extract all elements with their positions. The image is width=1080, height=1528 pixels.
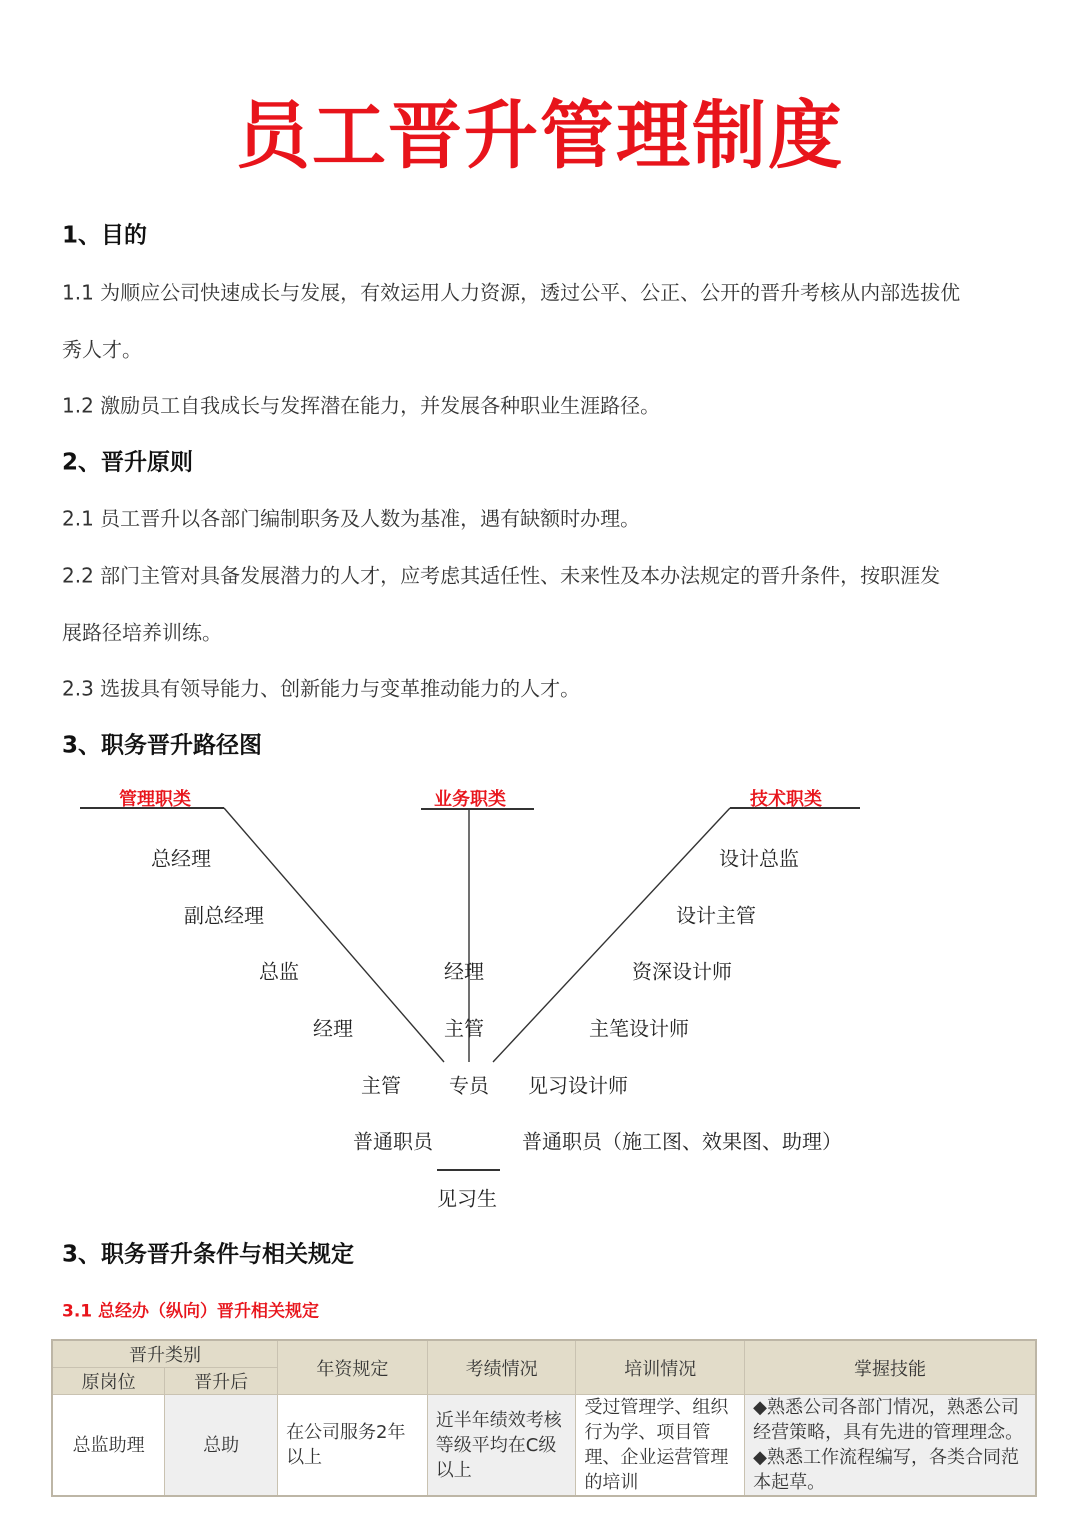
header-promoted: 晋升后 xyxy=(165,1368,278,1395)
level-label: 普通职员（施工图、效果图、助理） xyxy=(522,1129,842,1154)
level-label: 总经理 xyxy=(151,846,211,871)
section-heading-conditions: 3、职务晋升条件与相关规定 xyxy=(62,1241,355,1268)
level-label: 主管 xyxy=(444,1016,484,1041)
subsection-heading: 3.1 总经办（纵向）晋升相关规定 xyxy=(62,1301,320,1322)
promotion-rules-table xyxy=(51,1339,1037,1497)
category-business: 业务职类 xyxy=(434,789,506,810)
level-label: 专员 xyxy=(449,1073,489,1098)
cell-performance: 近半年绩效考核等级平均在C级以上 xyxy=(427,1395,576,1497)
cell-skills xyxy=(745,1395,1036,1497)
level-label: 总监 xyxy=(259,959,299,984)
level-label: 设计主管 xyxy=(676,903,756,928)
cell-seniority: 在公司服务2年以上 xyxy=(278,1395,428,1497)
category-management: 管理职类 xyxy=(119,789,191,810)
cell-original: 总监助理 xyxy=(52,1395,165,1497)
table-row xyxy=(52,1395,1036,1497)
paragraph: 1.2 激励员工自我成长与发挥潜在能力，并发展各种职业生涯路径。 xyxy=(62,393,661,418)
paragraph: 展路径培养训练。 xyxy=(62,620,222,645)
paragraph: 2.1 员工晋升以各部门编制职务及人数为基准，遇有缺额时办理。 xyxy=(62,506,641,531)
level-label: 普通职员 xyxy=(353,1129,433,1154)
header-training: 培训情况 xyxy=(576,1340,745,1395)
cell-promoted: 总助 xyxy=(165,1395,278,1497)
header-original: 原岗位 xyxy=(52,1368,165,1395)
level-label: 主管 xyxy=(361,1073,401,1098)
level-label: 经理 xyxy=(444,959,484,984)
section-heading-purpose: 1、目的 xyxy=(62,222,148,249)
header-skills: 掌握技能 xyxy=(745,1340,1036,1395)
paragraph: 秀人才。 xyxy=(62,337,142,362)
paragraph: 1.1 为顺应公司快速成长与发展，有效运用人力资源，透过公平、公正、公开的晋升考核从内部选拔优 xyxy=(62,280,961,305)
skill-item: ◆熟悉公司各部门情况，熟悉公司经营策略，具有先进的管理理念。 xyxy=(753,1397,1024,1443)
paragraph: 2.2 部门主管对具备发展潜力的人才，应考虑其适任性、未来性及本办法规定的晋升条件，按职涯发 xyxy=(62,563,941,588)
document-title: 员工晋升管理制度 xyxy=(236,93,844,179)
category-technical: 技术职类 xyxy=(750,789,822,810)
level-label: 设计总监 xyxy=(719,846,799,871)
level-label: 副总经理 xyxy=(184,903,264,928)
header-performance: 考绩情况 xyxy=(427,1340,576,1395)
header-category: 晋升类别 xyxy=(52,1340,278,1368)
level-label: 主笔设计师 xyxy=(589,1016,689,1041)
paragraph: 2.3 选拔具有领导能力、创新能力与变革推动能力的人才。 xyxy=(62,676,581,701)
section-heading-path: 3、职务晋升路径图 xyxy=(62,732,263,759)
section-heading-principles: 2、晋升原则 xyxy=(62,449,194,476)
level-label: 经理 xyxy=(313,1016,353,1041)
header-seniority: 年资规定 xyxy=(278,1340,428,1395)
level-label-base: 见习生 xyxy=(437,1186,497,1211)
level-label: 资深设计师 xyxy=(632,959,732,984)
level-label: 见习设计师 xyxy=(528,1073,628,1098)
cell-training: 受过管理学、组织行为学、项目管理、企业运营管理的培训 xyxy=(576,1395,745,1497)
skill-item: ◆熟悉工作流程编写，各类合同范本起草。 xyxy=(753,1447,1019,1493)
